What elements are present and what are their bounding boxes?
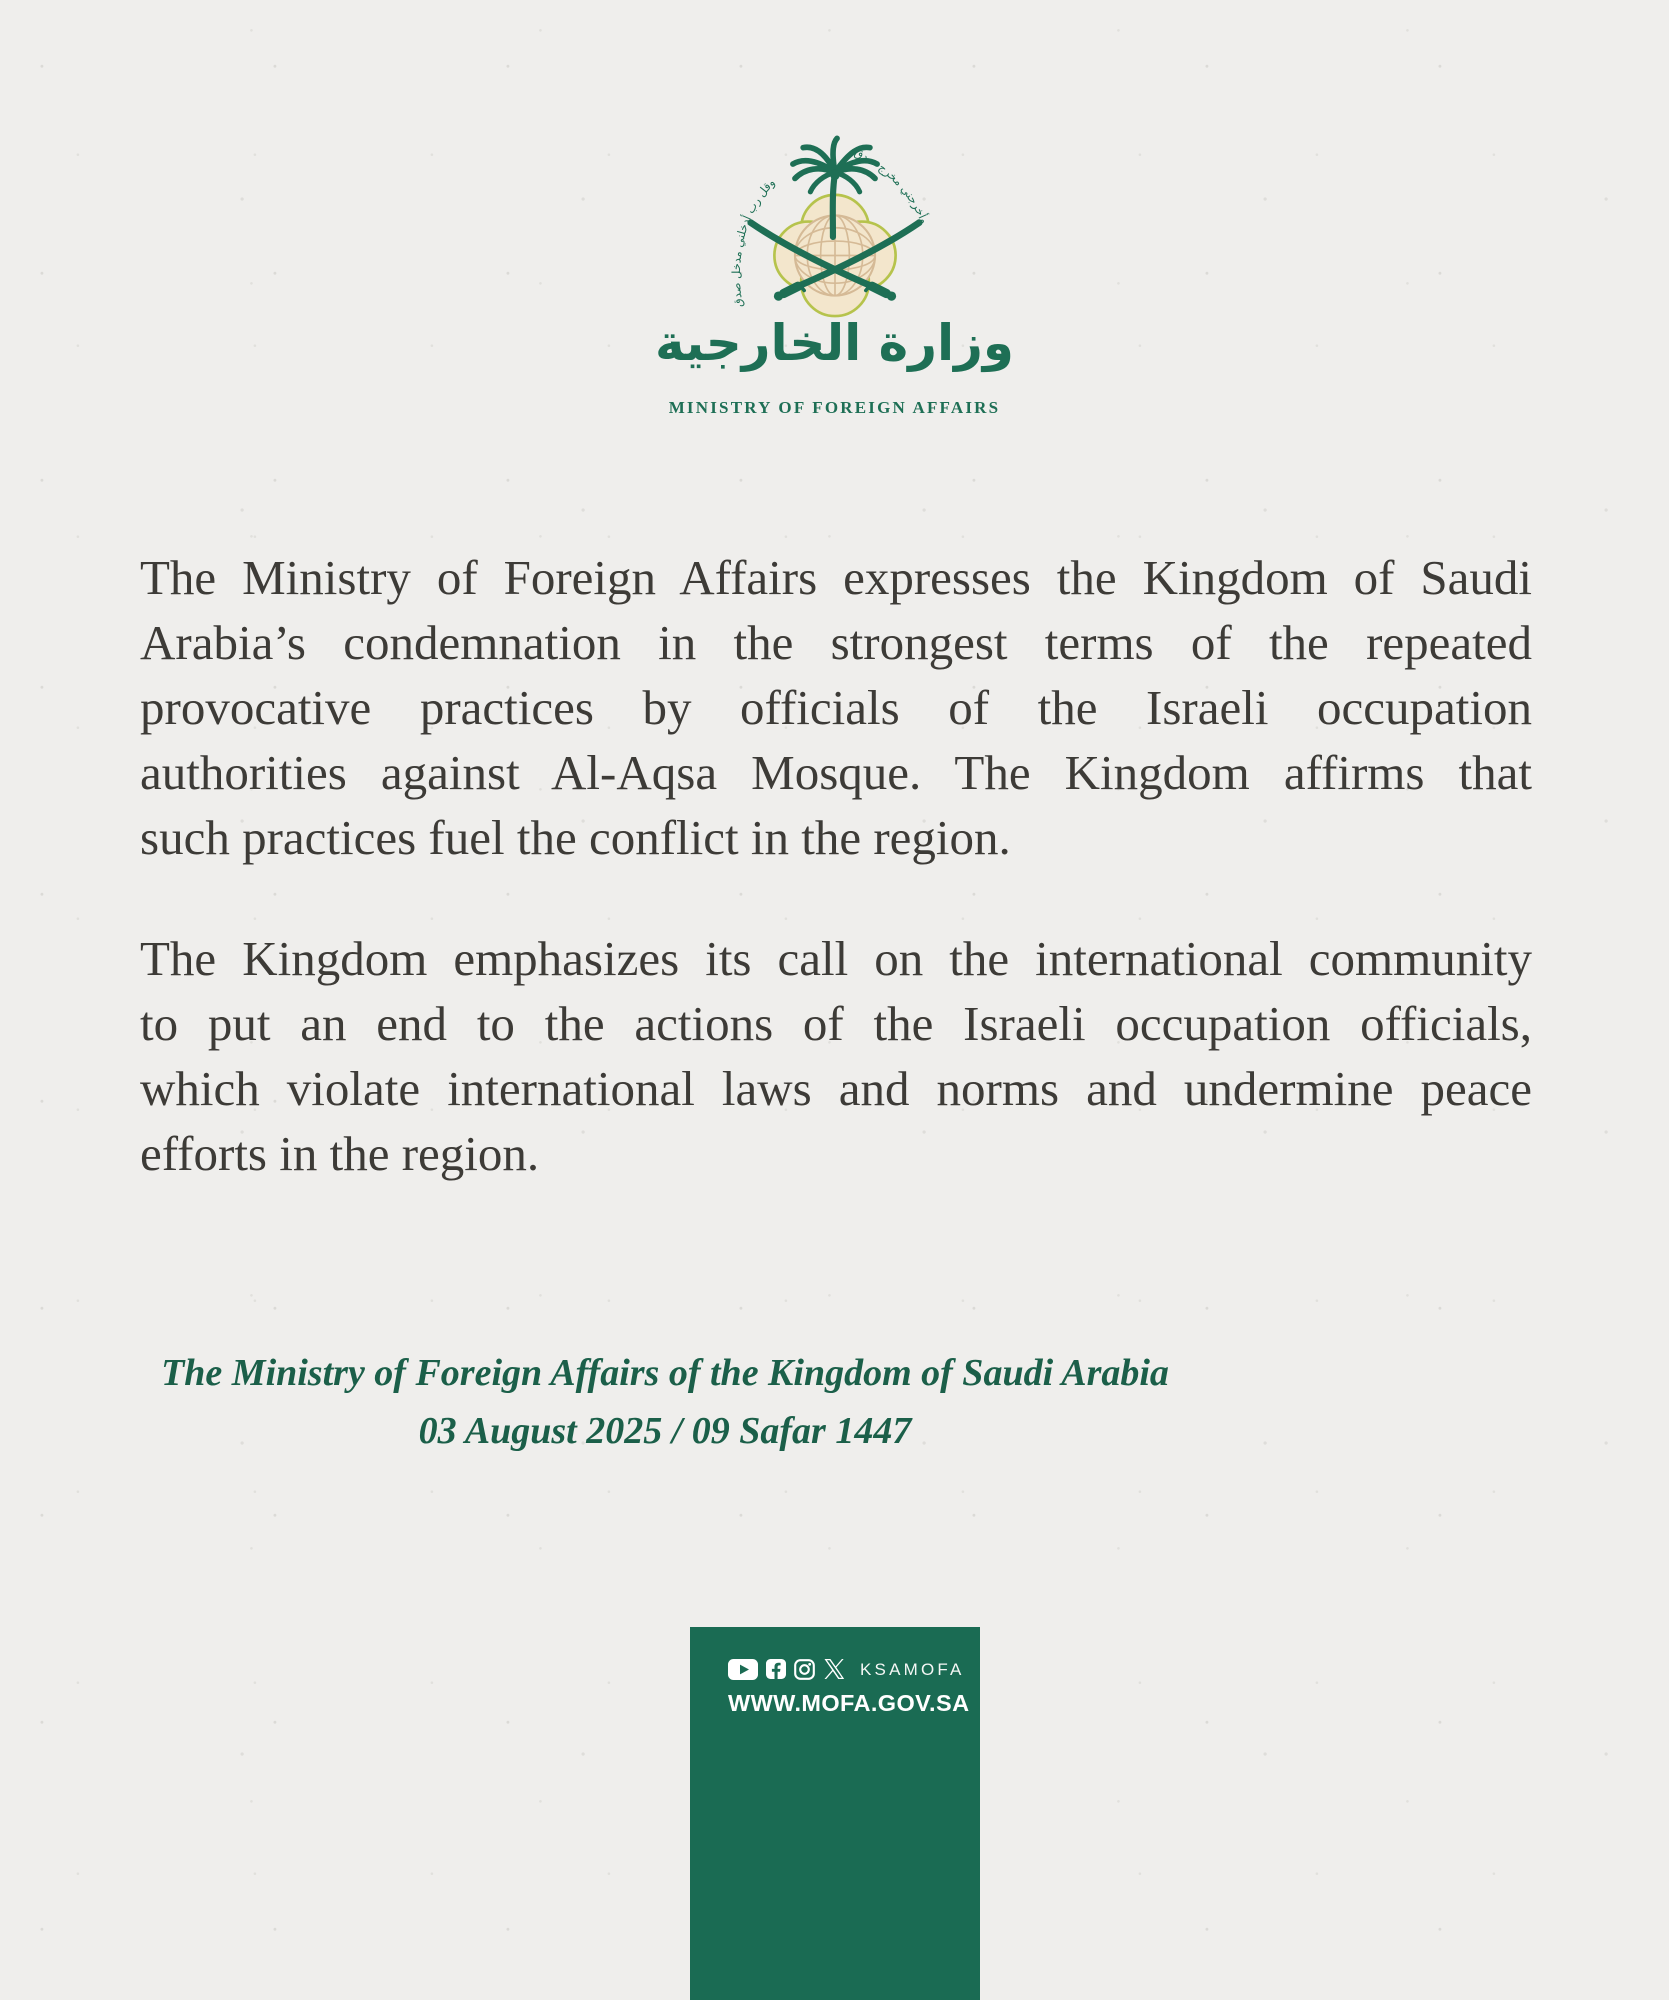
signature-org: The Ministry of Foreign Affairs of the Kingdom of Saudi Arabia — [161, 1352, 1169, 1394]
website-url: WWW.MOFA.GOV.SA — [728, 1690, 970, 1716]
signature-date: 03 August 2025 / 09 Safar 1447 — [418, 1410, 912, 1452]
instagram-icon — [794, 1659, 815, 1680]
x-icon — [823, 1659, 846, 1679]
statement-line: Arabia’s condemnation in the strongest terms of the repeated — [140, 615, 1532, 670]
statement-line: which violate international laws and norms and undermine peace — [140, 1061, 1532, 1116]
statement-line: provocative practices by officials of the Israeli occupation — [140, 680, 1532, 735]
arabic-wordmark: وزارة الخارجية — [655, 314, 1014, 372]
statement-line: The Ministry of Foreign Affairs expresses the Kingdom of Saudi — [140, 550, 1532, 605]
statement-line: efforts in the region. — [140, 1126, 540, 1181]
calligraphy-arc-right: وأخرجني مخرج صدق — [852, 145, 931, 226]
youtube-icon — [728, 1659, 758, 1680]
social-handle: KSAMOFA — [860, 1660, 965, 1679]
english-wordmark: MINISTRY OF FOREIGN AFFAIRS — [668, 398, 1001, 417]
statement-line: The Kingdom emphasizes its call on the international community — [140, 931, 1532, 986]
statement-paragraph-1 — [140, 545, 1532, 870]
ministry-emblem — [722, 134, 948, 340]
social-row — [728, 1657, 980, 1681]
facebook-icon — [766, 1659, 786, 1679]
calligraphy-arc-left: وقل رب أدخلني مدخل صدق — [730, 175, 778, 309]
statement-line: such practices fuel the conflict in the region. — [140, 810, 1011, 865]
signature-block — [0, 1344, 1330, 1460]
statement-line: to put an end to the actions of the Israeli occupation officials, — [140, 996, 1532, 1051]
footer-card — [690, 1627, 980, 2000]
statement-line: authorities against Al-Aqsa Mosque. The Kingdom affirms that — [140, 745, 1532, 800]
statement-paragraph-2 — [140, 926, 1532, 1186]
